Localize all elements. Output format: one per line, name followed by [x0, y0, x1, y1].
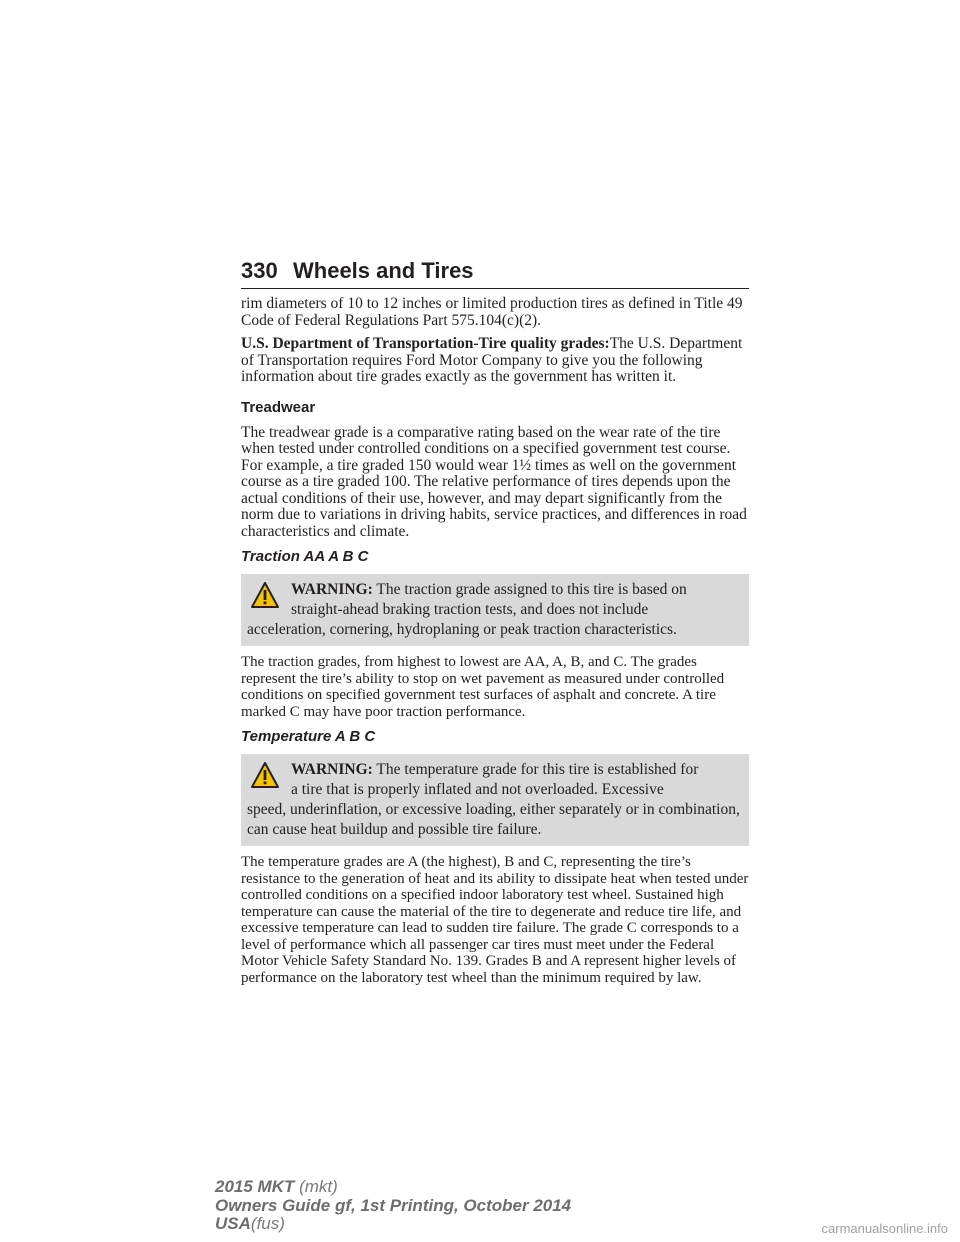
treadwear-paragraph: The treadwear grade is a comparative rating based on the wear rate of the tire when tested under controlled conditions on a specified government test course. For example, a tire graded 150 would wear 1½ times as well on the government course as a tire graded 100. The relative performance of tires depends upon the actual conditions of their use, however, and may depart significantly from the norm due to variations in driving habits, service practices, and differences in road characteristics and climate.: [241, 423, 747, 540]
temperature-warning-line-2: a tire that is properly inflated and not overloaded. Excessive: [291, 781, 664, 798]
temperature-warning-line-1: WARNING: The temperature grade for this tire is established for: [291, 761, 699, 778]
page-header: [241, 256, 749, 290]
page-footer: [215, 1178, 571, 1234]
dot-label: U.S. Department of Transportation-Tire quality grades:: [241, 335, 610, 352]
temperature-warning-label: WARNING:: [291, 761, 373, 778]
page-content: [241, 296, 749, 986]
footer-model: 2015 MKT: [215, 1177, 295, 1196]
footer-country-line: [215, 1215, 571, 1234]
traction-warning-line-1: WARNING: The traction grade assigned to this tire is based on: [291, 581, 687, 598]
warning-triangle-icon: [251, 582, 279, 608]
temperature-warning-box: [241, 754, 749, 846]
warning-triangle-icon: [251, 762, 279, 788]
footer-guide-line: Owners Guide gf, 1st Printing, October 2014: [215, 1195, 572, 1215]
traction-warning-line-2: straight-ahead braking traction tests, and does not include: [291, 601, 649, 618]
traction-warning-box: [241, 574, 749, 646]
page-number: 330: [241, 258, 278, 283]
header-rule: [241, 288, 749, 289]
intro-paragraph: rim diameters of 10 to 12 inches or limited production tires as defined in Title 49 Code of Federal Regulations Part 575.104(c)(2).: [241, 295, 743, 329]
traction-warning-rest: acceleration, cornering, hydroplaning or peak traction characteristics.: [247, 621, 677, 638]
temperature-heading: Temperature A B C: [241, 728, 376, 745]
dot-paragraph: [241, 336, 749, 386]
footer-model-code: (mkt): [299, 1177, 338, 1196]
footer-country-code: (fus): [250, 1214, 285, 1233]
dot-text: The U.S. Department of Transportation requires Ford Motor Company to give you the following information about tire grades exactly as the government has written it.: [241, 335, 743, 385]
temperature-paragraph: The temperature grades are A (the highest), B and C, representing the tire’s resistance to the generation of heat and its ability to dissipate heat when tested under controlled conditions on a specified indoor laboratory test wheel. Sustained high temperature can cause the material of the tire to degenerate and reduce tire life, and excessive temperature can lead to sudden tire failure. The grade C corresponds to a level of performance which all passenger car tires must meet under the Federal Motor Vehicle Safety Standard No. 139. Grades B and A represent higher levels of performance on the laboratory test wheel than the minimum required by law.: [241, 854, 749, 986]
treadwear-heading: Treadwear: [241, 398, 316, 416]
temperature-warning-rest: speed, underinflation, or excessive loading, either separately or in combination, can cause heat buildup and possible tire failure.: [247, 801, 740, 838]
footer-model-line: [215, 1178, 571, 1197]
watermark: carmanualsonline.info: [821, 1221, 948, 1236]
traction-paragraph: The traction grades, from highest to lowest are AA, A, B, and C. The grades represent the tire’s ability to stop on wet pavement as measured under controlled conditions on specified government test surfaces of asphalt and concrete. A tire marked C may have poor traction performance.: [241, 654, 725, 720]
section-title: Wheels and Tires: [293, 258, 474, 283]
traction-warning-label: WARNING:: [291, 581, 373, 598]
traction-heading: Traction AA A B C: [241, 548, 369, 565]
footer-country: USA: [215, 1214, 251, 1233]
